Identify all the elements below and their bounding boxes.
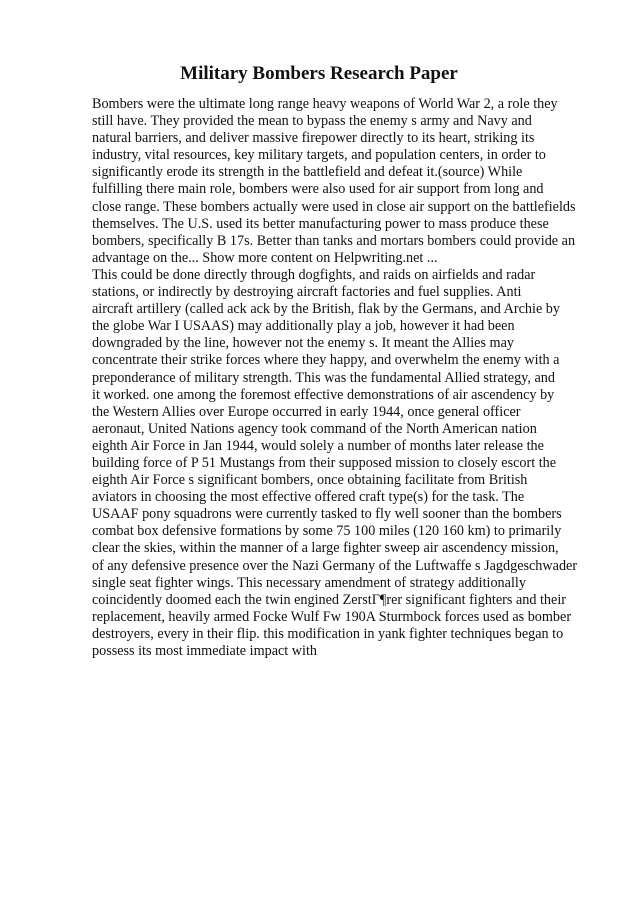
text-line: clear the skies, within the manner of a large fighter sweep air ascendency mission,	[92, 540, 559, 557]
text-line: possess its most immediate impact with	[92, 643, 318, 659]
text-line: it worked. one among the foremost effective demonstrations of air ascendency by	[92, 386, 555, 403]
text-line: aircraft artillery (called ack ack by the British, flak by the Germans, and Archie by	[92, 301, 560, 318]
text-line: still have. They provided the mean to bypass the enemy s army and Navy and	[92, 113, 532, 130]
text-line: significantly erode its strength in the battlefield and defeat it.(source) While	[92, 164, 523, 181]
text-line: single seat fighter wings. This necessary amendment of strategy additionally	[92, 574, 526, 591]
text-line: aeronaut, United Nations agency took command of the North American nation	[92, 420, 537, 437]
text-line: the globe War I USAAS) may additionally play a job, however it had been	[92, 318, 515, 335]
text-line: downgraded by the line, however not the enemy s. It meant the Allies may	[92, 335, 514, 352]
text-line: Bombers were the ultimate long range heavy weapons of World War 2, a role they	[92, 96, 558, 112]
text-line: fulfilling there main role, bombers were also used for air support from long and	[92, 181, 544, 198]
text-line: destroyers, every in their flip. this modification in yank fighter techniques began to	[92, 625, 564, 642]
body-paragraph	[92, 96, 612, 660]
text-line: replacement, heavily armed Focke Wulf Fw 190A Sturmbock forces used as bomber	[92, 608, 572, 625]
text-line: eighth Air Force in Jan 1944, would solely a number of months later release the	[92, 437, 544, 454]
page-title: Military Bombers Research Paper	[180, 63, 458, 84]
text-line: stations, or indirectly by destroying aircraft factories and fuel supplies. Anti	[92, 284, 522, 301]
text-line: combat box defensive formations by some 75 100 miles (120 160 km) to primarily	[92, 523, 562, 540]
text-line: close range. These bombers actually were used in close air support on the battlefields	[92, 198, 576, 215]
text-line: building force of P 51 Mustangs from their supposed mission to closely escort the	[92, 454, 557, 471]
text-line: concentrate their strike forces where they happy, and overwhelm the enemy with a	[92, 352, 560, 369]
text-line: the Western Allies over Europe occurred in early 1944, once general officer	[92, 403, 521, 420]
text-line: natural barriers, and deliver massive firepower directly to its heart, striking its	[92, 130, 535, 147]
text-line: This could be done directly through dogfights, and raids on airfields and radar	[92, 266, 536, 283]
text-line: advantage on the... Show more content on Helpwriting.net ...	[92, 249, 438, 266]
text-line: industry, vital resources, key military targets, and population centers, in order to	[92, 147, 546, 164]
text-line: eighth Air Force s significant bombers, once obtaining facilitate from British	[92, 472, 528, 489]
text-line: bombers, specifically B 17s. Better than tanks and mortars bombers could provide an	[92, 232, 576, 249]
text-line: aviators in choosing the most effective offered craft type(s) for the task. The	[92, 489, 525, 506]
text-line: preponderance of military strength. This was the fundamental Allied strategy, and	[92, 369, 555, 386]
text-line: USAAF pony squadrons were currently tasked to fly well sooner than the bombers	[92, 506, 562, 523]
text-line: themselves. The U.S. used its better manufacturing power to mass produce these	[92, 215, 549, 232]
text-line: of any defensive presence over the Nazi Germany of the Luftwaffe s Jagdgeschwader	[92, 557, 578, 574]
text-line: coincidently doomed each the twin engined ZerstГ¶rer significant fighters and their	[92, 591, 566, 608]
